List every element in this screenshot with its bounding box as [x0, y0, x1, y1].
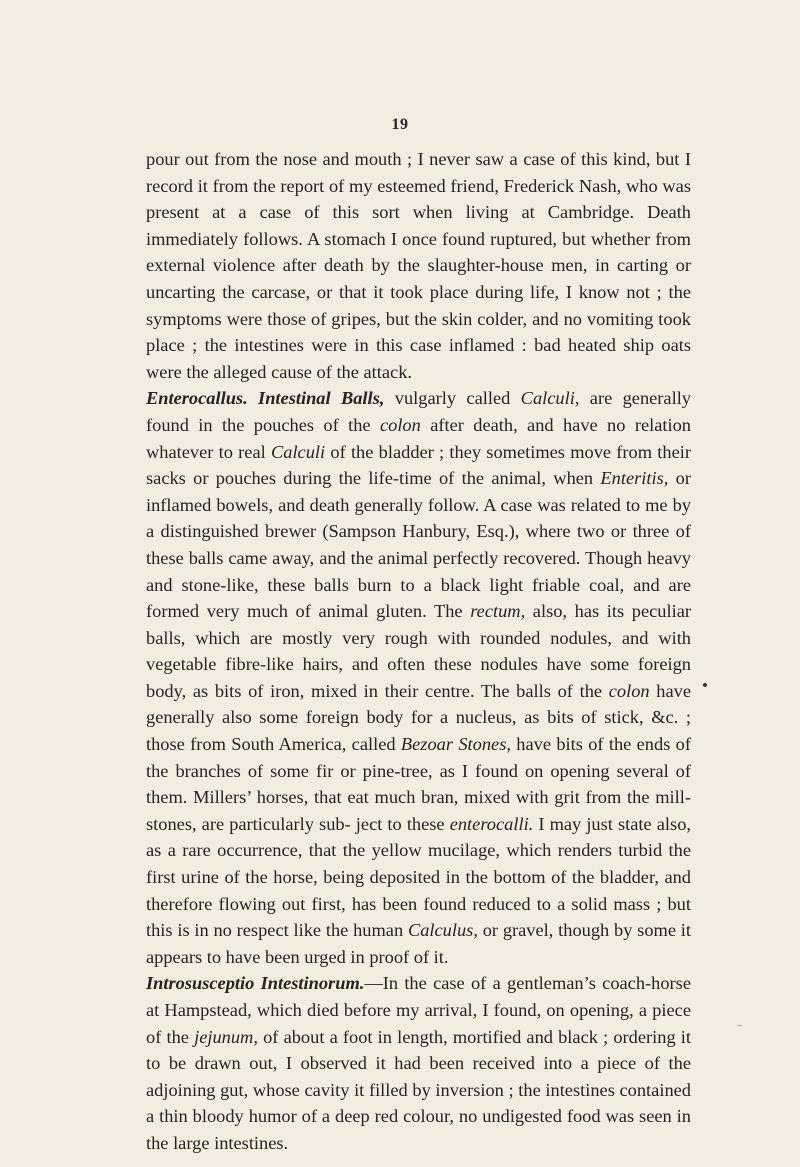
italic-enteritis: Enteritis, — [600, 468, 669, 489]
text-segment: or inflamed bowels, and death generally follow. A case was related to me by a distinguished brewer (Sampson Hanbury, Esq.), where two or three of these balls came away, and the animal perfectly recovered. Though heavy and stone-like, these balls burn to a black light friable coal, and are formed very much of animal gluten. The — [146, 468, 691, 622]
paragraph-3 — [146, 970, 691, 1156]
italic-jejunum: jejunum, — [194, 1026, 258, 1047]
term-intestinal-balls: Intestinal Balls, — [258, 388, 385, 409]
italic-colon: colon — [608, 680, 650, 701]
italic-calculi: Calculi, — [520, 388, 580, 409]
text-segment: or gravel, though by some it appears to have been urged in proof of it. — [146, 920, 691, 967]
paragraph-1-text: pour out from the nose and mouth ; I never saw a case of this kind, but I record it from the report of my esteemed friend, Frederick Nash, who was present at a case of this sort when living at Cambridge. Death immediately follows. A stomach I once found ruptured, but whether from external violence after death by the slaughter-house men, in carting or uncarting the carcase, or that it took place during life, I know not ; the symptoms were those of gripes, but the skin colder, and no vomiting took place ; the intestines were in this case inflamed : bad heated ship oats were the alleged cause of the attack. — [146, 149, 691, 382]
paper-speck — [737, 1025, 742, 1026]
term-introsusceptio: Introsusceptio Intestinorum. — [146, 973, 365, 994]
italic-colon: colon — [379, 414, 421, 435]
text-segment: also, has its peculiar balls, which are mostly very rough with rounded nodules, and with vegetable fibre-like hairs, and often these nodules have some foreign body, as bits of iron, mixed in their centre. The balls of the — [146, 601, 691, 701]
italic-bezoar-stones: Bezoar Stones, — [400, 734, 511, 755]
text-segment: have generally also some foreign body for a nucleus, as bits of stick, &c. ; those from South America, called — [146, 680, 691, 755]
body-text — [146, 146, 691, 1157]
italic-calculi: Calculi — [270, 441, 326, 462]
margin-mark — [702, 682, 708, 688]
italic-enterocalli: enterocalli. — [449, 813, 534, 834]
paragraph-2 — [146, 385, 691, 970]
italic-calculus: Calculus, — [407, 920, 478, 941]
text-segment: of about a foot in length, mortified and black ; ordering it to be drawn out, I observed it had been received into a piece of the adjoining gut, whose cavity it filled by inversion ; the intestines contained a thin bloody humor of a deep red colour, no undigested food was seen in the large intestines. — [146, 1026, 692, 1153]
page-number: 19 — [391, 116, 409, 133]
text-segment: vulgarly called — [384, 388, 521, 409]
italic-rectum: rectum, — [470, 601, 526, 622]
paragraph-1 — [146, 146, 691, 385]
text-segment: of the bladder ; they sometimes move from their sacks or pouches during the life-time of the animal, when — [146, 441, 691, 489]
text-segment: I may just state also, as a rare occurrence, that the yellow mucilage, which renders turbid the first urine of the horse, being deposited in the bottom of the bladder, and therefore flowing out first, has been found reduced to a solid mass ; but this is in no respect like the human — [146, 813, 691, 941]
text-segment: after death, and have no relation whatever to real — [146, 414, 691, 462]
text-segment: —In the case of a gentleman’s coach-horse at Hampstead, which died before my arrival, I found, on opening, a piece of the — [146, 973, 691, 1047]
term-enterocallus: Enterocallus. — [146, 388, 248, 409]
text-segment: have bits of the ends of the branches of some fir or pine-tree, as I found on opening several of them. Millers’ horses, that eat much bran, mixed with grit from the mill-stones, are particularly sub- ject to these — [146, 734, 691, 834]
text-segment: are generally found in the pouches of the — [146, 388, 691, 435]
